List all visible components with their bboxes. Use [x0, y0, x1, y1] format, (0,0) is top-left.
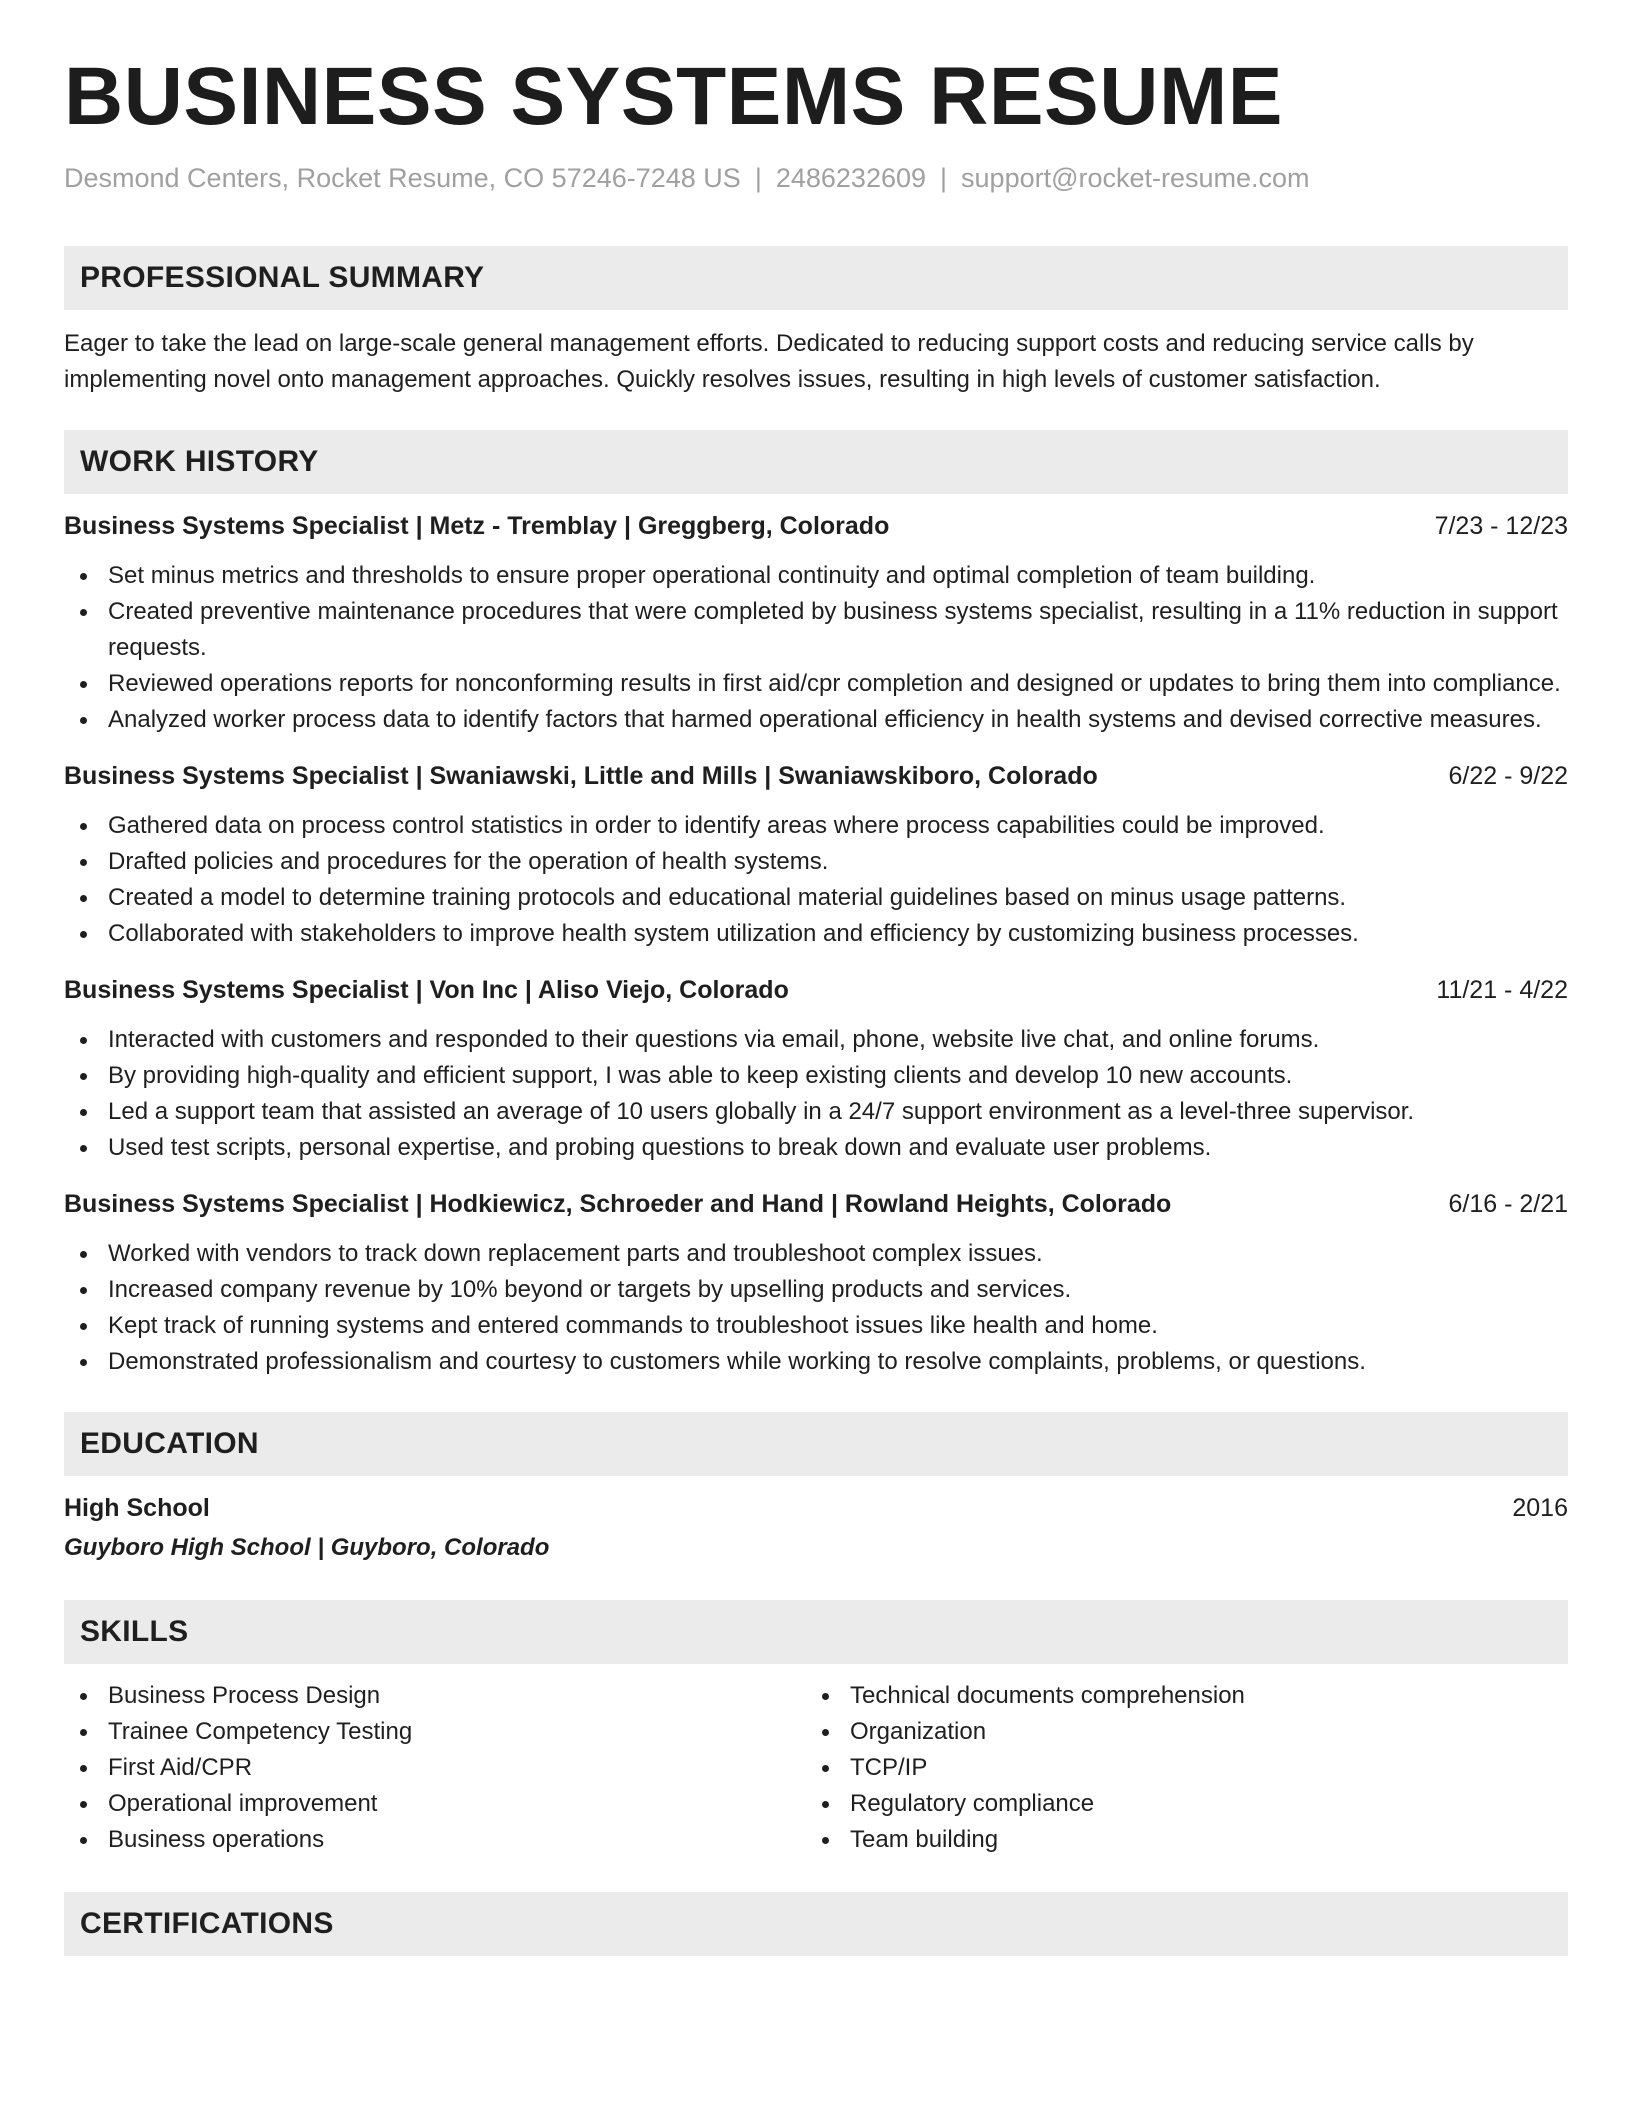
job-dates: 6/22 - 9/22 [1448, 762, 1568, 791]
resume-title: BUSINESS SYSTEMS RESUME [64, 51, 1283, 142]
skill-item: Team building [806, 1822, 1548, 1858]
job-bullet: Set minus metrics and thresholds to ensure proper operational continuity and optimal completion of team building. [64, 558, 1568, 594]
job-bullets [64, 558, 1568, 738]
job-bullet: Increased company revenue by 10% beyond or targets by upselling products and services. [64, 1272, 1568, 1308]
contact-phone: 2486232609 [775, 163, 927, 193]
skill-item: First Aid/CPR [64, 1750, 806, 1786]
job-bullet: Demonstrated professionalism and courtesy to customers while working to resolve complaints, problems, or questions. [64, 1344, 1568, 1380]
skills-list [806, 1678, 1548, 1858]
skill-item: Operational improvement [64, 1786, 806, 1822]
job-entry [64, 758, 1568, 952]
skill-item: Business operations [64, 1822, 806, 1858]
job-header [64, 1186, 1568, 1222]
job-bullet: Drafted policies and procedures for the operation of health systems. [64, 844, 1568, 880]
section-header-certifications: CERTIFICATIONS [64, 1892, 1568, 1956]
job-bullet: Collaborated with stakeholders to improve health system utilization and efficiency by customizing business processes. [64, 916, 1568, 952]
section-header-summary: PROFESSIONAL SUMMARY [64, 246, 1568, 310]
job-entry [64, 972, 1568, 1166]
section-header-education: EDUCATION [64, 1412, 1568, 1476]
job-bullet: Led a support team that assisted an average of 10 users globally in a 24/7 support environment as a level-three supervisor. [64, 1094, 1568, 1130]
skill-item: TCP/IP [806, 1750, 1548, 1786]
job-bullet: Analyzed worker process data to identify factors that harmed operational efficiency in health systems and devised corrective measures. [64, 702, 1568, 738]
contact-separator: | [940, 163, 948, 193]
skills-list [64, 1678, 806, 1858]
skills-column-left [64, 1678, 806, 1858]
education-school: Guyboro High School | Guyboro, Colorado [64, 1534, 550, 1562]
contact-email: support@rocket-resume.com [961, 163, 1310, 193]
summary-text: Eager to take the lead on large-scale general management efforts. Dedicated to reducing support costs and reducing service calls by implementing novel onto management approaches. Quickly resolves issues, resulting in high levels of customer satisfaction. [64, 330, 1474, 394]
resume-page [64, 51, 1568, 1956]
job-header [64, 758, 1568, 794]
job-title: Business Systems Specialist | Hodkiewicz, Schroeder and Hand | Rowland Heights, Colorado [64, 1190, 1172, 1219]
skill-item: Regulatory compliance [806, 1786, 1548, 1822]
job-bullet: Created a model to determine training protocols and educational material guidelines based on minus usage patterns. [64, 880, 1568, 916]
job-title: Business Systems Specialist | Von Inc | Aliso Viejo, Colorado [64, 976, 789, 1005]
skill-item: Trainee Competency Testing [64, 1714, 806, 1750]
section-header-skills: SKILLS [64, 1600, 1568, 1664]
job-bullet: Worked with vendors to track down replacement parts and troubleshoot complex issues. [64, 1236, 1568, 1272]
education-row [64, 1490, 1568, 1526]
skill-item: Technical documents comprehension [806, 1678, 1548, 1714]
job-bullet: Created preventive maintenance procedures that were completed by business systems specialist, resulting in a 11% reduction in support requests. [64, 594, 1568, 666]
education-degree: High School [64, 1494, 210, 1523]
job-header [64, 508, 1568, 544]
contact-line [64, 162, 1568, 194]
skill-item: Organization [806, 1714, 1548, 1750]
job-dates: 6/16 - 2/21 [1448, 1190, 1568, 1219]
section-header-work-history: WORK HISTORY [64, 430, 1568, 494]
job-header [64, 972, 1568, 1008]
job-bullet: Reviewed operations reports for nonconforming results in first aid/cpr completion and designed or updates to bring them into compliance. [64, 666, 1568, 702]
education-year: 2016 [1512, 1494, 1568, 1523]
job-bullet: By providing high-quality and efficient support, I was able to keep existing clients and develop 10 new accounts. [64, 1058, 1568, 1094]
job-title: Business Systems Specialist | Swaniawski, Little and Mills | Swaniawskiboro, Colorado [64, 762, 1098, 791]
job-bullet: Kept track of running systems and entered commands to troubleshoot issues like health and home. [64, 1308, 1568, 1344]
skills-grid [64, 1678, 1568, 1858]
job-bullet: Gathered data on process control statistics in order to identify areas where process capabilities could be improved. [64, 808, 1568, 844]
job-dates: 11/21 - 4/22 [1436, 976, 1568, 1005]
job-entry [64, 508, 1568, 738]
job-title: Business Systems Specialist | Metz - Tremblay | Greggberg, Colorado [64, 512, 890, 541]
job-bullet: Interacted with customers and responded to their questions via email, phone, website live chat, and online forums. [64, 1022, 1568, 1058]
skills-column-right [806, 1678, 1548, 1858]
contact-address: Desmond Centers, Rocket Resume, CO 57246-7248 US [64, 163, 741, 193]
job-bullets [64, 1022, 1568, 1166]
contact-separator: | [754, 163, 762, 193]
job-bullets [64, 808, 1568, 952]
job-bullet: Used test scripts, personal expertise, and probing questions to break down and evaluate user problems. [64, 1130, 1568, 1166]
skill-item: Business Process Design [64, 1678, 806, 1714]
job-entry [64, 1186, 1568, 1380]
job-bullets [64, 1236, 1568, 1380]
job-dates: 7/23 - 12/23 [1434, 512, 1568, 541]
